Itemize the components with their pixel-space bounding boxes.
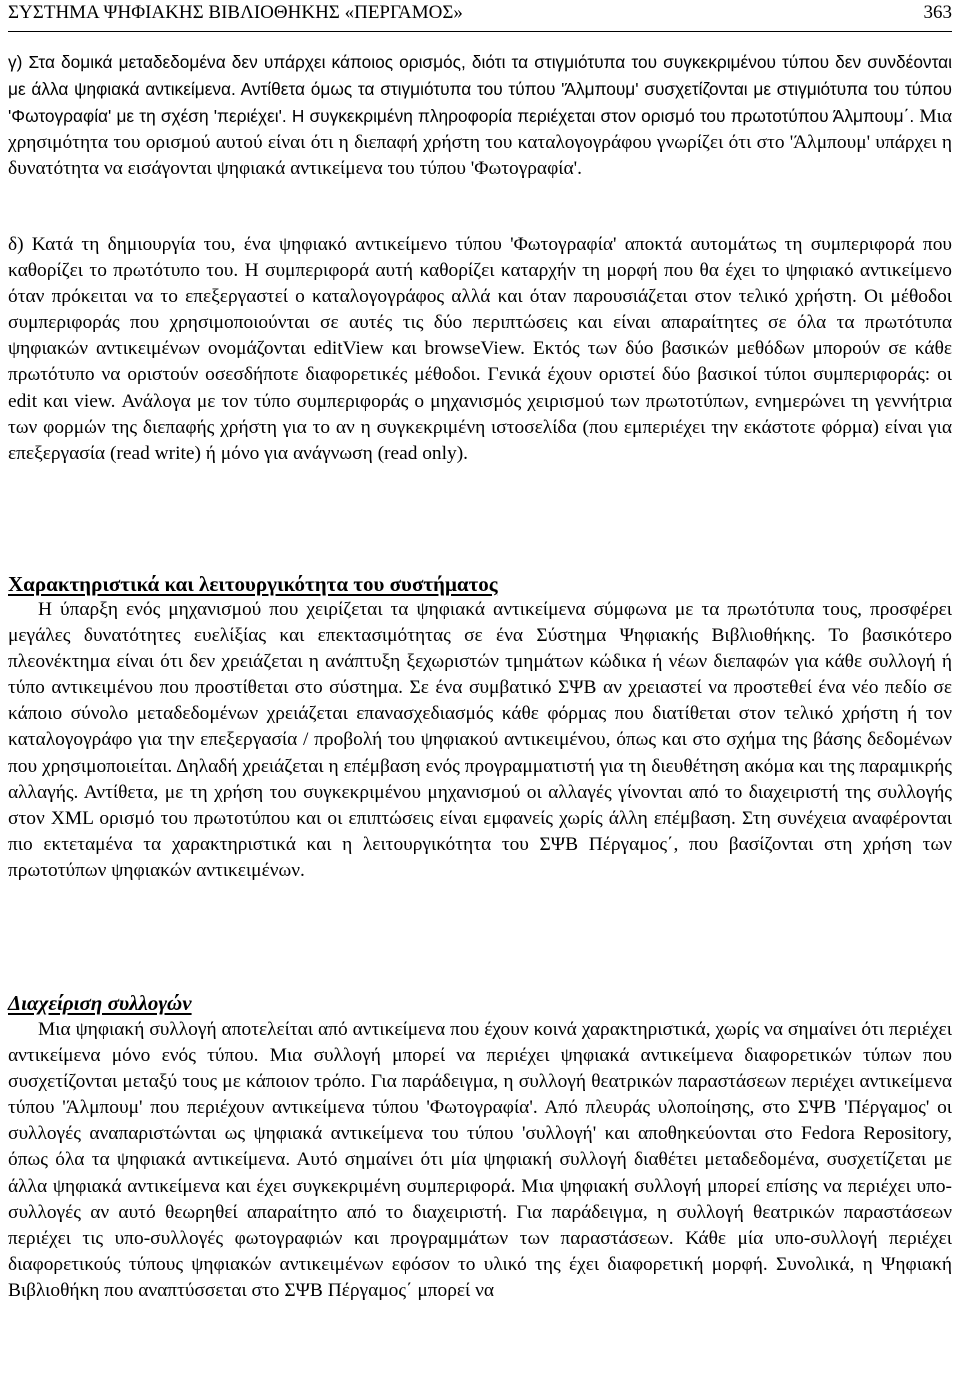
- page-number: 363: [923, 2, 952, 23]
- paragraph-collections: Μια ψηφιακή συλλογή αποτελείται από αντικείμενα που έχουν κοινά χαρακτηριστικά, χωρίς να σημαίνει ότι περιέχει αντικείμενα μόνο ενός τύπου. Μια συλλογή μπορεί να περιέχει ψηφιακά αντικείμενα διαφορετικών τύπων που συσχετίζονται μεταξύ τους με κάποιον τρόπο. Για παράδειγμα, η συλλογή θεατρικών παραστάσεων περιέχει αντικείμενα τύπου 'Άλμπουμ' που περιέχουν αντικείμενα τύπου 'Φωτογραφία'. Από πλευράς υλοποίησης, στο ΣΨΒ 'Πέργαμος' οι συλλογές αναπαριστώνται ως ψηφιακά αντικείμενα του τύπου 'συλλογή' και αποθηκεύονται στο Fedora Repository, όπως όλα τα ψηφιακά αντικείμενα. Αυτό σημαίνει ότι μία ψηφιακή συλλογή διαθέτει μεταδεδομένα, συσχετίζεται με άλλα ψηφιακά αντικείμενα και έχει συγκεκριμένη συμπεριφορά. Μια ψηφιακή συλλογή μπορεί επίσης να περιέχει υπο-συλλογές αν αυτό θεωρηθεί απαραίτητο από το διαχειριστή. Για παράδειγμα, η συλλογή θεατρικών παραστάσεων περιέχει τις υπο-συλλογές φωτογραφιών και προγραμμάτων των παραστάσεων. Κάθε μία υπο-συλλογή περιέχει διαφορετικούς τύπους ψηφιακών αντικειμένων εφόσον το υλικό της έχει διαφορετική μορφή. Συνολικά, η Ψηφιακή Βιβλιοθήκη που αναπτύσσεται στο ΣΨΒ Πέργαμος΄ μπορεί να: [8, 1019, 952, 1301]
- paragraph-features: Η ύπαρξη ενός μηχανισμού που χειρίζεται τα ψηφιακά αντικείμενα σύμφωνα με τα πρωτότυπα τους, προσφέρει μεγάλες δυνατότητες ευελίξίας και επεκτασιμότητας σε ένα Σύστημα Ψηφιακής Βιβλιοθήκης. Το βασικότερο πλεονέκτημα είναι ότι δεν χρειάζεται η ανάπτυξη ξεχωριστών τμημάτων κώδικα ή νέων διεπαφών για κάθε συλλογή ή τύπο αντικειμένου που προστίθεται στο σύστημα. Σε ένα συμβατικό ΣΨΒ αν χρειαστεί να προστεθεί ένα νέο πεδίο σε κάποιο σύνολο μεταδεδομένων χρειάζεται επανασχεδιασμός κάθε φόρμας που διατίθεται στον τελικό χρήστη ή τον καταλογογράφο για την επεξεργασία / προβολή του ψηφιακού αντικειμένου, όπως και στο σχήμα της βάσης δεδομένων που χρησιμοποιείται. Δηλαδή χρειάζεται η επέμβαση ενός προγραμματιστή για τη διευθέτηση ακόμα και της παραμικρής αλλαγής. Αντίθετα, με τη χρήση του συγκεκριμένου μηχανισμού οι αλλαγές γίνονται από το διαχειριστή της συλλογής στον XML ορισμό του πρωτοτύπου και οι επιπτώσεις είναι εμφανείς χωρίς άλλη επέμβαση. Στη συνέχεια αναφέρονται πιο εκτεταμένα τα χαρακτηριστικά και η λειτουργικότητα του ΣΨΒ Πέργαμος΄, που βασίζονται στη χρήση των πρωτοτύπων ψηφιακών αντικειμένων.: [8, 599, 952, 881]
- heading-features: Χαρακτηριστικά και λειτουργικότητα του συστήματος: [8, 572, 498, 596]
- paragraph-gamma-sans-text: γ) Στα δομικά μεταδεδομένα δεν υπάρχει κάποιος ορισμός, διότι τα στιγμιότυπα του συγκεκριμένου τύπου δεν συνδέονται με άλλα ψηφιακά αντικείμενα. Αντίθετα όμως τα στιγμιότυπα του τύπου 'Άλμπουμ' συσχετίζονται με στιγμιότυπα του τύπου 'Φωτογραφία' με τη σχέση 'περιέχει'. Η συγκεκριμένη πληροφορία περιέχεται στον ορισμό του πρωτοτύπου Άλμπουμ΄.: [8, 52, 952, 127]
- running-header: [8, 1, 952, 32]
- paragraph-gamma: [8, 49, 952, 182]
- paragraph-gamma-serif-text: Μια χρησιμότητα του ορισμού αυτού είναι ότι η διεπαφή χρήστη του καταλογογράφου γνωρίζει ότι στο 'Άλμπουμ' υπάρχει η δυνατότητα να εισάγονται ψηφιακά αντικείμενα του τύπου 'Φωτογραφία'.: [8, 106, 952, 180]
- header-title: ΣΥΣΤΗΜΑ ΨΗΦΙΑΚΗΣ ΒΙΒΛΙΟΘΗΚΗΣ «ΠΕΡΓΑΜΟΣ»: [8, 2, 463, 23]
- heading-collections: Διαχείριση συλλογών: [8, 991, 192, 1015]
- document-page: [8, 0, 952, 1385]
- paragraph-delta: δ) Κατά τη δημιουργία του, ένα ψηφιακό αντικείμενο τύπου 'Φωτογραφία' αποκτά αυτομάτως τη συμπεριφορά που καθορίζει το πρωτότυπο του. Η συμπεριφορά αυτή καθορίζει καταρχήν τη μορφή που θα έχει το ψηφιακό αντικείμενο όταν πρόκειται να το επεξεργαστεί ο καταλογογράφος αλλά και όταν παρουσιάζεται στον τελικό χρήστη. Οι μέθοδοι συμπεριφοράς που χρησιμοποιούνται σε αυτές τις δύο περιπτώσεις και είναι απαραίτητες σε όλα τα πρωτότυπα ψηφιακών αντικειμένων ονομάζονται editView και browseView. Εκτός των δύο βασικών μεθόδων μπορούν σε κάθε πρωτότυπο να οριστούν οσεσδήποτε διαφορετικές μέθοδοι. Γενικά έχουν οριστεί δύο βασικοί τύποι συμπεριφοράς: οι edit και view. Ανάλογα με τον τύπο συμπεριφοράς ο μηχανισμός χειρισμού των πρωτοτύπων, ενημερώνει τη γεννήτρια των φορμών της διεπαφής χρήστη για το αν η συγκεκριμένη ιστοσελίδα (που εμπεριέχει την εκάστοτε φόρμα) είναι για επεξεργασία (read write) ή μόνο για ανάγνωση (read only).: [8, 234, 952, 464]
